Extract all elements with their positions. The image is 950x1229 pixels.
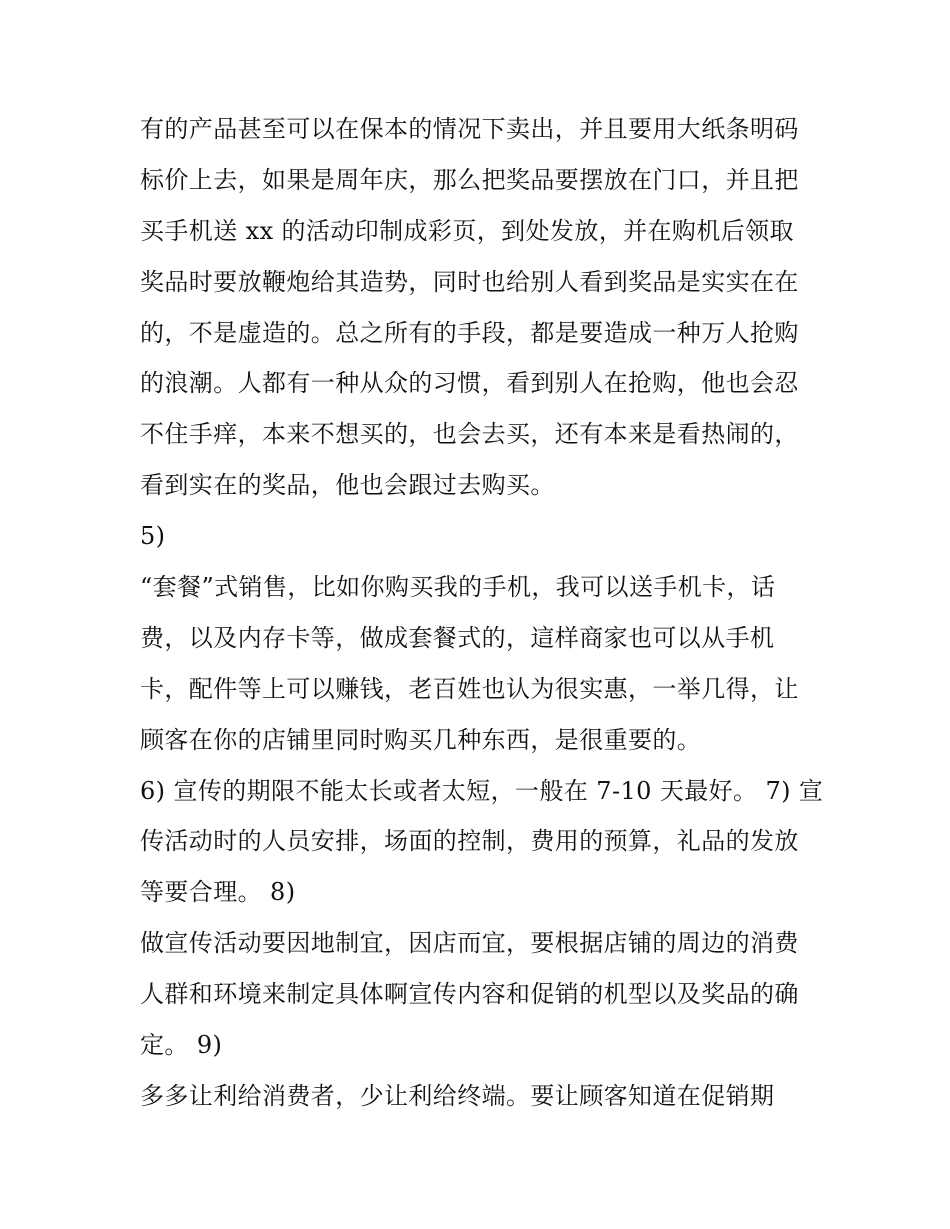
list-number: 5) (140, 522, 166, 551)
text-line: 多多让利给消费者，少让利给终端。要让顾客知道在促销期 (140, 1081, 775, 1110)
text-line: 传活动时的人员安排，场面的控制，费用的预算，礼品的发放 (140, 827, 799, 856)
text-line: 不住手痒，本来不想买的，也会去买，还有本来是看热闹的， (140, 420, 799, 449)
text-line: 定。 9) (140, 1031, 223, 1060)
body-text (140, 104, 824, 1122)
text-line: “套餐”式销售，比如你购买我的手机，我可以送手机卡，话 (140, 573, 776, 602)
text-line: 卡，配件等上可以赚钱，老百姓也认为很实惠，一举几得，让 (140, 674, 799, 703)
text-line: 人群和环境来制定具体啊宣传内容和促销的机型以及奖品的确 (140, 980, 799, 1009)
text-line: 费，以及内存卡等，做成套餐式的，這样商家也可以从手机 (140, 623, 775, 652)
text-line: 顾客在你的店铺里同时购买几种东西，是很重要的。 (140, 725, 702, 754)
text-line: 的，不是虚造的。总之所有的手段，都是要造成一种万人抢购 (140, 318, 799, 347)
text-line: 6) 宣传的期限不能太长或者太短，一般在 7-10 天最好。 7) 宣 (140, 776, 824, 805)
text-line: 有的产品甚至可以在保本的情况下卖出，并且要用大纸条明码 (140, 115, 799, 143)
text-line: 做宣传活动要因地制宜，因店而宜，要根据店铺的周边的消费 (140, 929, 799, 958)
text-line: 奖品时要放鞭炮给其造势，同时也给别人看到奖品是实实在在 (140, 267, 799, 296)
text-line: 买手机送 xx 的活动印制成彩页，到处发放，并在购机后领取 (140, 216, 794, 245)
text-line: 的浪潮。人都有一种从众的习惯，看到别人在抢购，他也会忍 (140, 369, 799, 398)
text-line: 等要合理。 8) (140, 878, 296, 907)
text-line: 标价上去，如果是周年庆，那么把奖品要摆放在门口，并且把 (140, 165, 799, 194)
text-line: 看到实在的奖品，他也会跟过去购买。 (140, 471, 555, 500)
